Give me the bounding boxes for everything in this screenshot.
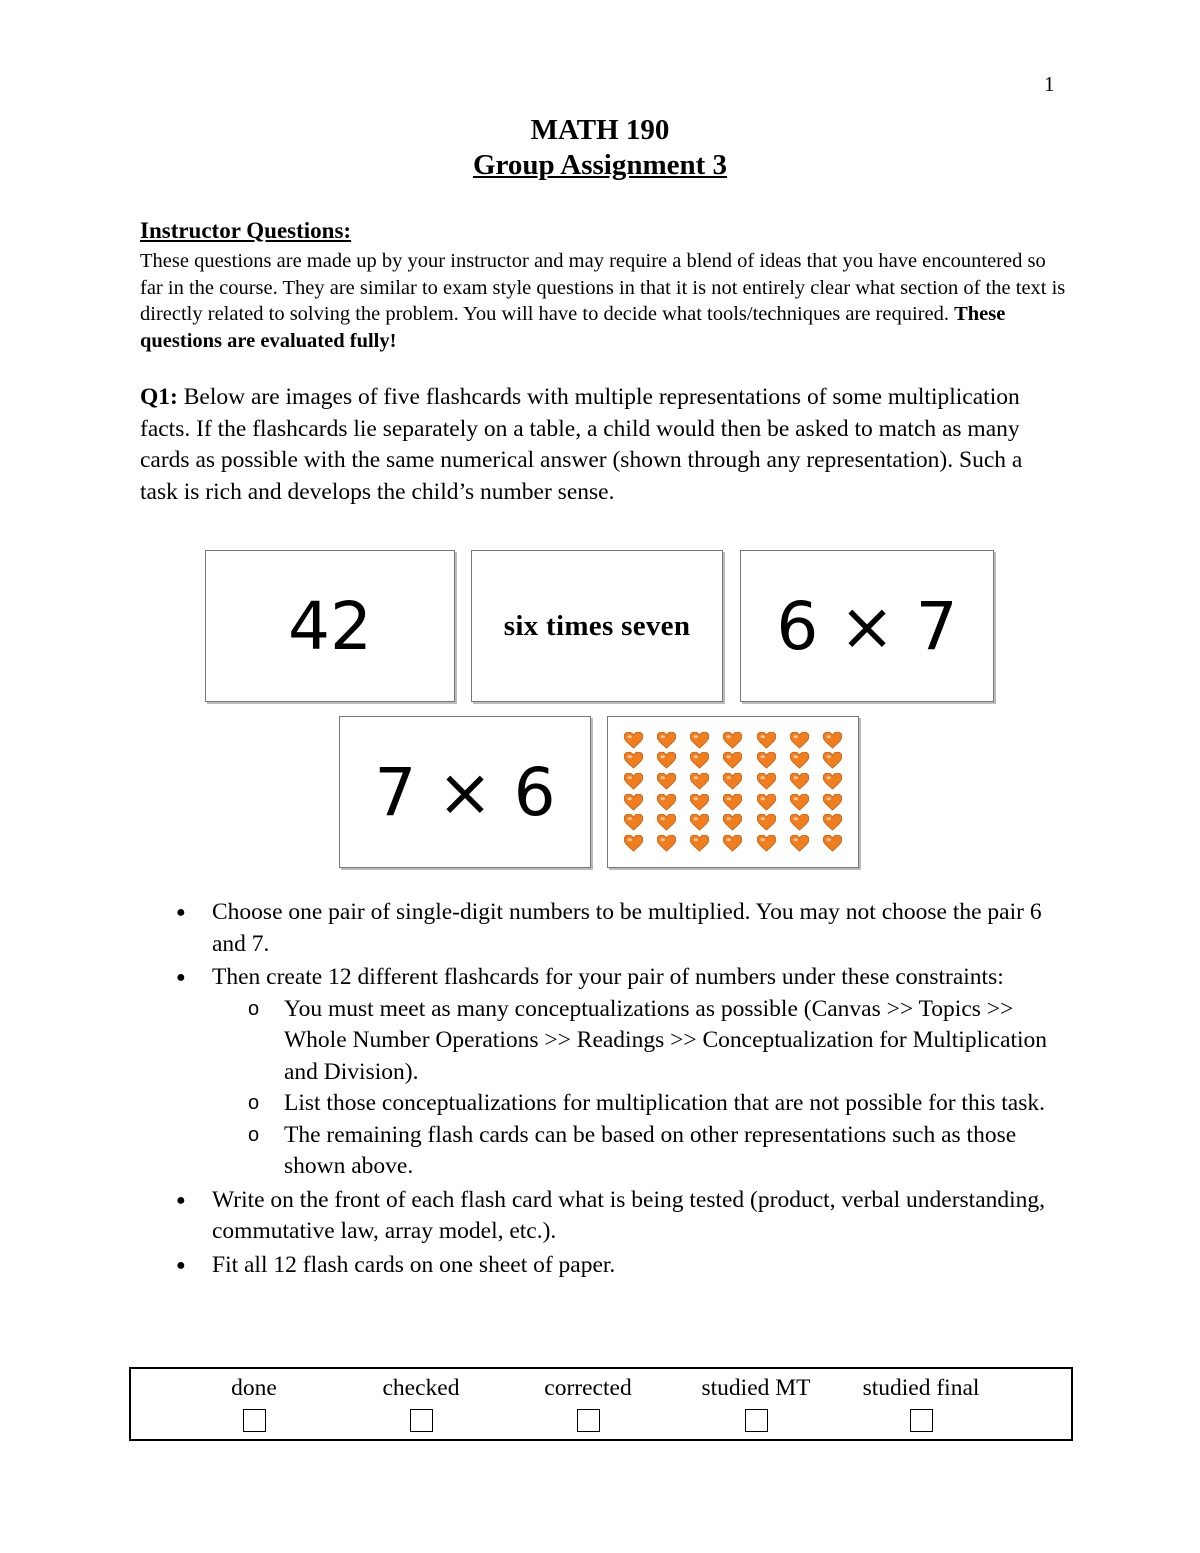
- circle-bullet-icon: o: [248, 1123, 260, 1146]
- list-item-text: Fit all 12 flash cards on one sheet of paper.: [212, 1251, 616, 1278]
- flashcard-words-text: six times seven: [503, 609, 691, 642]
- checklist-label: studied final: [862, 1375, 980, 1401]
- instructions-list: [140, 897, 1070, 1283]
- heart-array-icon: [617, 730, 849, 854]
- checklist-studied-mt: [686, 1369, 826, 1439]
- page-number: 1: [1044, 72, 1055, 96]
- heart-icon: [790, 732, 809, 749]
- progress-checklist: [129, 1367, 1073, 1441]
- checklist-label: done: [231, 1375, 277, 1401]
- question-label: Q1:: [140, 384, 178, 410]
- instructor-intro: [140, 248, 1070, 355]
- heart-icon: [757, 835, 776, 852]
- heart-icon: [657, 835, 676, 852]
- heart-icon: [624, 752, 643, 769]
- heart-icon: [823, 752, 842, 769]
- checklist-label: studied MT: [701, 1375, 811, 1401]
- course-title: MATH 190: [530, 114, 670, 146]
- heart-icon: [690, 794, 709, 811]
- flashcard-words: [471, 550, 723, 702]
- checkbox-checked[interactable]: [410, 1409, 433, 1432]
- heart-icon: [723, 814, 742, 831]
- heart-icon: [657, 732, 676, 749]
- checklist-studied-final: [846, 1369, 996, 1439]
- checklist-done: [216, 1369, 292, 1439]
- flashcard-six-times-seven-text: 6 × 7: [776, 587, 958, 665]
- heart-icon: [790, 752, 809, 769]
- heart-icon: [624, 732, 643, 749]
- question-1: [140, 382, 1060, 508]
- heart-icon: [823, 814, 842, 831]
- checklist-label: checked: [382, 1375, 460, 1401]
- heart-icon: [723, 835, 742, 852]
- heart-icon: [690, 835, 709, 852]
- heart-icon: [690, 752, 709, 769]
- heart-icon: [790, 773, 809, 790]
- assignment-title: Group Assignment 3: [472, 149, 728, 181]
- bullet-icon: ●: [176, 904, 186, 921]
- checklist-corrected: [528, 1369, 648, 1439]
- heart-icon: [757, 752, 776, 769]
- list-item: [140, 1185, 1070, 1248]
- instructor-questions-heading: Instructor Questions:: [140, 218, 352, 243]
- heart-icon: [723, 794, 742, 811]
- heart-icon: [690, 773, 709, 790]
- intro-text: These questions are made up by your instructor and may require a blend of ideas that you have encountered so far in the course. They are similar to exam style questions in that it is not entirely clear what section of the text is directly related to solving the problem. You will have to decide what tools/techniques are required.: [140, 250, 1066, 326]
- heart-icon: [657, 814, 676, 831]
- list-item-text: Choose one pair of single-digit numbers to be multiplied. You may not choose the pair 6 and 7.: [212, 899, 1042, 957]
- heart-icon: [657, 773, 676, 790]
- heart-icon: [790, 794, 809, 811]
- checkbox-corrected[interactable]: [577, 1409, 600, 1432]
- flashcard-product-text: 42: [288, 587, 372, 665]
- circle-bullet-icon: o: [248, 1092, 260, 1114]
- checkbox-done[interactable]: [243, 1409, 266, 1432]
- heart-icon: [823, 794, 842, 811]
- list-item: [140, 962, 1070, 1183]
- heart-icon: [624, 835, 643, 852]
- sub-list-item: [212, 1088, 1070, 1120]
- heart-icon: [690, 732, 709, 749]
- checkbox-studied-mt[interactable]: [745, 1409, 768, 1432]
- sub-list-item-text: The remaining flash cards can be based on other representations such as those shown above.: [284, 1121, 1017, 1179]
- heart-icon: [723, 732, 742, 749]
- bullet-icon: ●: [176, 1191, 186, 1209]
- list-item: [140, 1250, 1070, 1282]
- heart-icon: [823, 732, 842, 749]
- sub-list-item-text: List those conceptualizations for multiplication that are not possible for this task.: [284, 1090, 1045, 1116]
- heart-icon: [624, 794, 643, 811]
- list-item-text: Then create 12 different flashcards for your pair of numbers under these constraints:: [212, 964, 1004, 990]
- bullet-icon: ●: [176, 969, 186, 986]
- heart-icon: [757, 732, 776, 749]
- sub-list-item: [212, 994, 1070, 1089]
- circle-bullet-icon: o: [248, 997, 260, 1020]
- heart-icon: [657, 794, 676, 811]
- heart-icon: [757, 773, 776, 790]
- bullet-icon: ●: [176, 1256, 186, 1274]
- heart-icon: [757, 794, 776, 811]
- list-item: [140, 897, 1070, 960]
- heart-icon: [624, 814, 643, 831]
- heart-icon: [723, 752, 742, 769]
- checkbox-studied-final[interactable]: [910, 1409, 933, 1432]
- sub-list-item: [212, 1120, 1070, 1183]
- heart-icon: [790, 814, 809, 831]
- flashcard-seven-times-six-text: 7 × 6: [374, 753, 556, 831]
- flashcard-heart-array: [607, 716, 859, 868]
- heart-icon: [657, 752, 676, 769]
- heart-icon: [823, 773, 842, 790]
- heart-icon: [723, 773, 742, 790]
- checklist-label: corrected: [544, 1375, 632, 1401]
- flashcard-seven-times-six: [339, 716, 591, 868]
- list-item-text: Write on the front of each flash card what is being tested (product, verbal understanding, commutative law, array model, etc.).: [212, 1186, 1046, 1244]
- heart-icon: [624, 773, 643, 790]
- sub-list-item-text: You must meet as many conceptualizations as possible (Canvas >> Topics >> Whole Number Operations >> Readings >> Conceptualization for Multiplication and Division).: [284, 995, 1048, 1085]
- heart-icon: [790, 835, 809, 852]
- checklist-checked: [366, 1369, 476, 1439]
- heart-icon: [823, 835, 842, 852]
- heart-icon: [757, 814, 776, 831]
- flashcard-product: [205, 550, 455, 702]
- question-text: Below are images of five flashcards with multiple representations of some multiplication facts. If the flashcards lie separately on a table, a child would then be asked to match as many cards as possible with the same numerical answer (shown through any representation). Such a task is rich and develops the child’s number sense.: [140, 384, 1023, 505]
- flashcard-six-times-seven: [740, 550, 994, 702]
- intro-bold-text: These questions are evaluated fully!: [140, 303, 1006, 353]
- heart-icon: [690, 814, 709, 831]
